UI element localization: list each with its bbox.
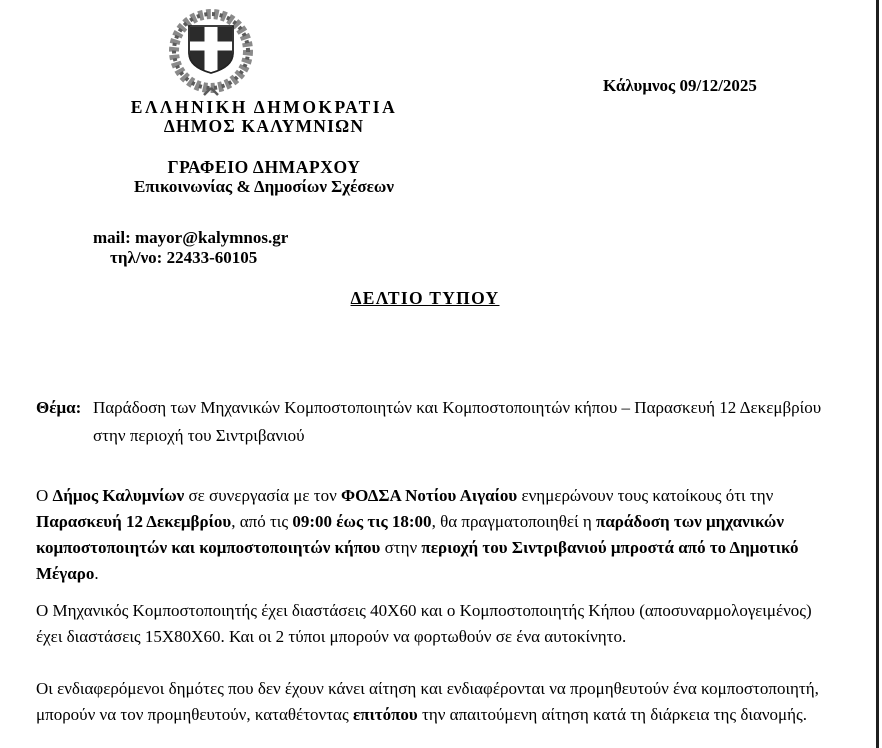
subject-label: Θέμα: xyxy=(36,398,82,417)
phone-line: τηλ/νο: 22433-60105 xyxy=(110,248,258,267)
date-line: Κάλυμνος 09/12/2025 xyxy=(603,76,757,95)
email-line: mail: mayor@kalymnos.gr xyxy=(93,228,289,247)
contact-block xyxy=(93,228,288,268)
paragraph-dimensions: Ο Μηχανικός Κομποστοποιητής έχει διαστάσεις 40Χ60 και ο Κομποστοποιητής Κήπου (αποσυναρμολογειμένος) έχει διαστάσεις 15Χ80Χ60. Και οι 2 τύποι μπορούν να φορτωθούν σε ένα αυτοκίνητο. xyxy=(36,601,812,646)
municipality-title: ΔΗΜΟΣ ΚΑΛΥΜΝΙΩΝ xyxy=(163,116,365,136)
subject-text: Παράδοση των Μηχανικών Κομποστοποιητών και Κομποστοποιητών κήπου – Παρασκευή 12 Δεκεμβρίου στην περιοχή του Σιντριβανιού xyxy=(93,398,822,445)
paragraph-application-info: Οι ενδιαφερόμενοι δημότες που δεν έχουν κάνει αίτηση και ενδιαφέρονται να προμηθευτούν ένα κομποστοποιητή, μπορούν να τον προμηθευτούν, καταθέτοντας επιτόπου την απαιτούμενη αίτηση κατά τη διάρκεια της διανομής. xyxy=(36,679,819,724)
office-header xyxy=(0,157,528,197)
government-header xyxy=(0,97,528,136)
press-release-title: ΔΕΛΤΙΟ ΤΥΠΟΥ xyxy=(350,288,500,308)
subject-block xyxy=(36,394,826,450)
office-department: Επικοινωνίας & Δημοσίων Σχέσεων xyxy=(134,177,394,196)
paragraph-announcement: Ο Δήμος Καλυμνίων σε συνεργασία με τον ΦΟΔΣΑ Νοτίου Αιγαίου ενημερώνουν τους κατοίκους ότι την Παρασκευή 12 Δεκεμβρίου, από τις 09:00 έως τις 18:00, θα πραγματοποιηθεί η παράδοση των μηχανικών κομποστοποιητών και κομποστοποιητών κήπου στην περιοχή του Σιντριβανιού μπροστά από το Δημοτικό Μέγαρο. xyxy=(36,486,799,583)
republic-title: ΕΛΛΗΝΙΚΗ ΔΗΜΟΚΡΑΤΙΑ xyxy=(130,97,398,117)
page-right-border xyxy=(876,0,879,748)
office-title: ΓΡΑΦΕΙΟ ΔΗΜΑΡΧΟΥ xyxy=(167,157,361,177)
greek-coat-of-arms-icon xyxy=(156,6,266,96)
